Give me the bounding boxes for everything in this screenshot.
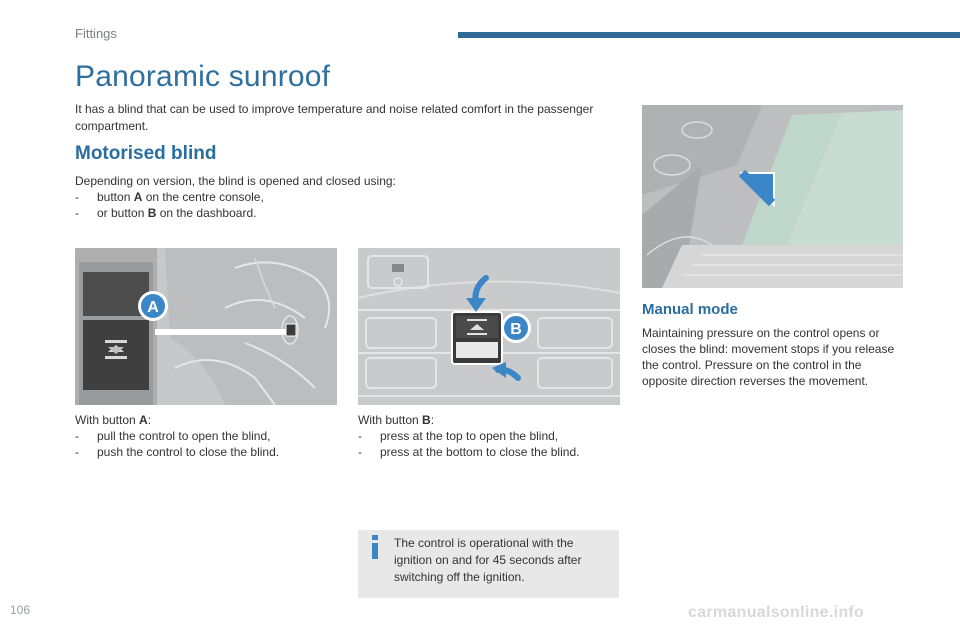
motorised-blind-heading: Motorised blind	[75, 143, 217, 164]
motorised-blind-description	[75, 173, 435, 221]
centre-console-illustration	[75, 248, 337, 405]
button-b-badge: B	[510, 321, 522, 338]
button-a-item-2: - push the control to close the blind.	[75, 445, 280, 459]
motorised-item-2: - or button B on the dashboard.	[75, 206, 257, 220]
motorised-item-1: - button A on the centre console,	[75, 190, 264, 204]
section-label: Fittings	[75, 26, 117, 41]
button-b-lead: With button B:	[358, 413, 435, 427]
button-a-item-1: - pull the control to open the blind,	[75, 429, 271, 443]
button-b-caption	[358, 412, 613, 460]
button-a-badge: A	[147, 299, 159, 316]
page-title: Panoramic sunroof	[75, 60, 331, 93]
button-a-lead: With button A:	[75, 413, 152, 427]
header-bar	[458, 32, 960, 38]
sunroof-illustration	[642, 105, 903, 288]
watermark: carmanualsonline.info	[688, 604, 865, 621]
intro-paragraph: It has a blind that can be used to improve temperature and noise related comfort in the passenger compartment.	[75, 102, 594, 133]
dashboard-illustration	[358, 248, 620, 405]
info-icon	[367, 535, 383, 559]
info-text: The control is operational with the ignition on and for 45 seconds after switching off the ignition.	[394, 536, 582, 584]
manual-mode-heading: Manual mode	[642, 301, 738, 318]
button-a-caption	[75, 412, 330, 460]
motorised-lead: Depending on version, the blind is opened and closed using:	[75, 174, 396, 188]
button-b-item-1: - press at the top to open the blind,	[358, 429, 559, 443]
page-number: 106	[10, 603, 31, 617]
manual-mode-text: Maintaining pressure on the control opens or closes the blind: movement stops if you release the control. Pressure on the control in the opposite direction reverses the movement.	[642, 326, 895, 388]
button-b-item-2: - press at the bottom to close the blind.	[358, 445, 580, 459]
